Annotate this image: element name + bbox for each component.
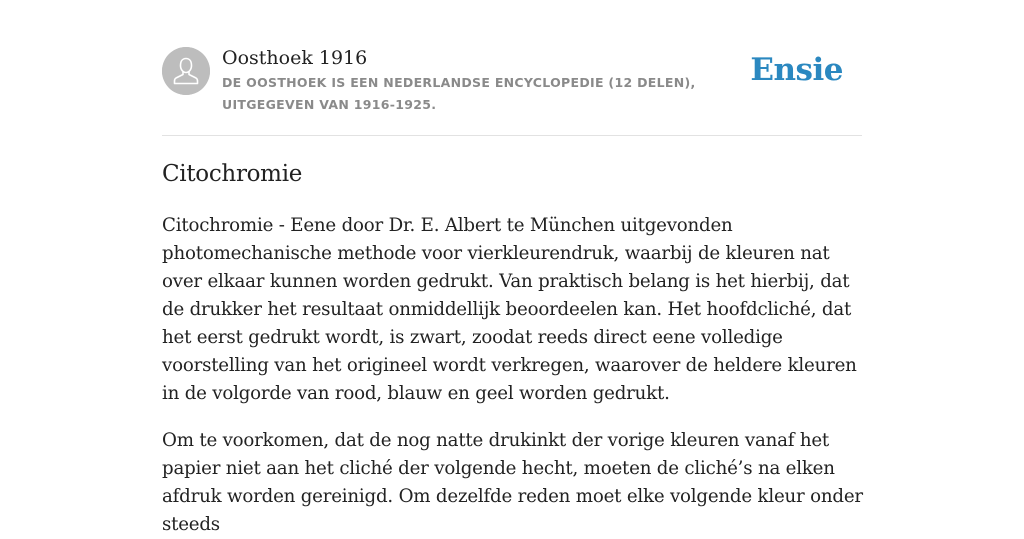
ensie-logo[interactable]: Ensie — [750, 52, 843, 88]
article-title: Citochromie — [162, 161, 303, 187]
header-divider — [162, 135, 862, 136]
article — [162, 158, 870, 539]
source-avatar[interactable] — [162, 47, 210, 95]
article-paragraph-2: Om te voorkomen, dat de nog natte drukinkt der vorige kleuren vanaf het papier niet aan het cliché der volgende hecht, moeten de cliché’s na elken afdruk worden gereinigd. Om dezelfde reden moet elke volgende kleur onder steeds — [162, 430, 863, 535]
user-silhouette-icon — [162, 47, 210, 95]
article-paragraph-1: Citochromie - Eene door Dr. E. Albert te München uitgevonden photomechanische methode voor vierkleurendruk, waarbij de kleuren nat over elkaar kunnen worden gedrukt. Van praktisch belang is het hierbij, dat de drukker het resultaat onmiddellijk beoordeelen kan. Het hoofdcliché, dat het eerst gedrukt wordt, is zwart, zoodat reeds direct eene volledige voorstelling van het origineel wordt verkregen, waarover de heldere kleuren in de volgorde van rood, blauw en geel worden gedrukt. — [162, 215, 857, 404]
source-header — [162, 46, 862, 136]
source-description: DE OOSTHOEK IS EEN NEDERLANDSE ENCYCLOPEDIE (12 DELEN), UITGEGEVEN VAN 1916-1925. — [222, 75, 696, 112]
source-title[interactable]: Oosthoek 1916 — [222, 47, 368, 69]
